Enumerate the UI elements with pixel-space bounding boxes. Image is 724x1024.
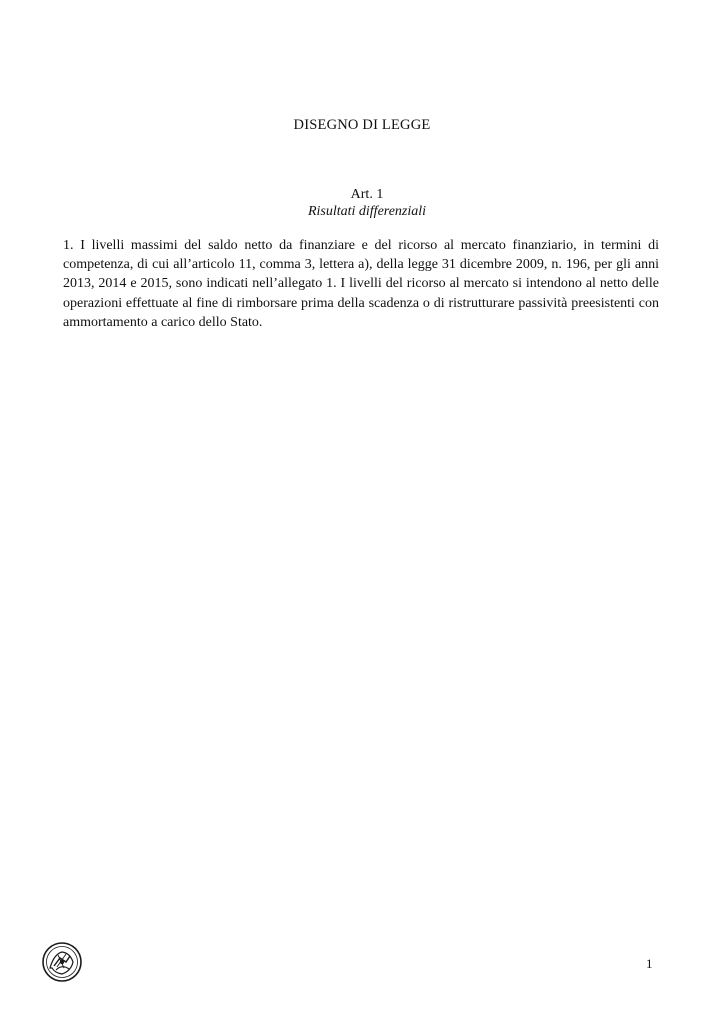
- article-paragraph: 1. I livelli massimi del saldo netto da finanziare e del ricorso al mercato finanziario, in termini di competenza, di cui all’articolo 11, comma 3, lettera a), della legge 31 dicembre 2009, n. 196, per gli anni 2013, 2014 e 2015, sono indicati nell’allegato 1. I livelli del ricorso al mercato si intendono al netto delle operazioni effettuate al fine di rimborsare prima della scadenza o di ristrutturare passività preesistenti con ammortamento a carico dello Stato.: [63, 238, 659, 330]
- document-title: DISEGNO DI LEGGE: [293, 117, 431, 133]
- senate-seal-icon: [40, 940, 84, 984]
- page-number: 1: [646, 956, 653, 971]
- article-heading: Risultati differenziali: [307, 204, 427, 219]
- article-number: Art. 1: [350, 187, 384, 202]
